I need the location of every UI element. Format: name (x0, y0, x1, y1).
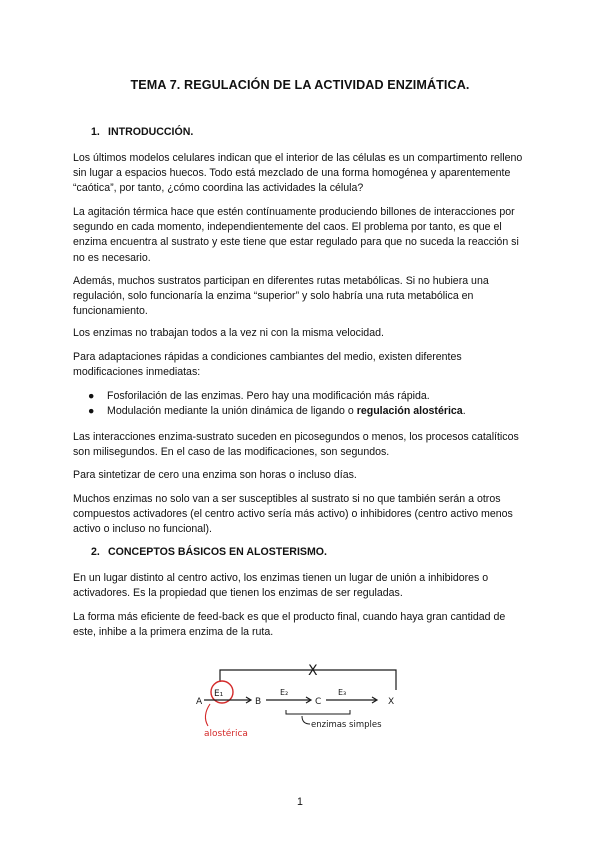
paragraph: La agitación térmica hace que estén contínuamente produciendo billones de interacciones por segundo en cada momento, independientemente del caos. El problema por tanto, es que el enzima encuentra al sustrato y este tiene que estar regulado para que no suceda la reacción si no es necesario. (73, 206, 519, 264)
list-item-emphasis: regulación alostérica (356, 405, 463, 418)
inhibition-mark: X (308, 663, 318, 679)
paragraph: Para adaptaciones rápidas a condiciones cambiantes del medio, existen diferentes modificaciones inmediatas: (73, 351, 462, 379)
paragraph: Para sintetizar de cero una enzima son horas o incluso días. (73, 469, 357, 481)
page-title: TEMA 7. REGULACIÓN DE LA ACTIVIDAD ENZIMÁTICA. (130, 78, 470, 92)
enzyme-e1-label: E₁ (214, 689, 224, 699)
paragraph: En un lugar distinto al centro activo, los enzimas tienen un lugar de unión a inhibidores o activadores. Es la propiedad que tienen los enzimas de ser reguladas. (73, 572, 489, 600)
paragraph: Muchos enzimas no solo van a ser susceptibles al sustrato si no que también serán a otros compuestos activadores (el centro activo sería más activo) o inhibidores (centro activo menos activo o incluso no funcional). (73, 493, 513, 536)
simple-enzymes-note: enzimas simples (311, 720, 382, 730)
enzyme-e2-label: E₂ (280, 688, 289, 697)
feedback-inhibition-diagram (190, 660, 410, 742)
list-item (88, 404, 528, 419)
product-x-label: X (388, 697, 395, 707)
list-item-text: Fosforilación de las enzimas. Pero hay una modificación más rápida. (107, 390, 430, 402)
section-title: CONCEPTOS BÁSICOS EN ALOSTERISMO. (108, 546, 327, 558)
section-heading-introduccion (91, 126, 193, 138)
simple-enzymes-bracket (286, 710, 350, 714)
bullet-icon: ● (88, 390, 95, 402)
metabolite-c-label: C (315, 697, 322, 707)
section-title: INTRODUCCIÓN. (108, 126, 194, 138)
section-number: 1. (91, 126, 100, 138)
list-item-text: Modulación mediante la unión dinámica de ligando o (107, 405, 357, 418)
section-heading-alosterismo (91, 546, 327, 558)
paragraph: Además, muchos sustratos participan en diferentes rutas metabólicas. Si no hubiera una regulación, solo funcionaría la enzima “superior” y solo habría una ruta metabólica en funcionamiento. (73, 275, 489, 318)
list-item-tail: . (462, 405, 466, 418)
simple-enzymes-pointer (302, 716, 310, 724)
page-number: 1 (297, 796, 303, 808)
enzyme-e3-label: E₃ (338, 688, 347, 697)
substrate-a-label: A (196, 697, 203, 707)
allosteric-pointer (205, 704, 210, 726)
metabolite-b-label: B (255, 697, 262, 707)
list-item (88, 389, 528, 404)
paragraph: La forma más eficiente de feed-back es que el producto final, cuando haya gran cantidad de este, inhibe a la primera enzima de la ruta. (73, 611, 506, 639)
paragraph: Las interacciones enzima-sustrato suceden en picosegundos o menos, los procesos catalíticos son milisegundos. En el caso de las modificaciones, son segundos. (73, 431, 519, 459)
paragraph: Los últimos modelos celulares indican que el interior de las células es un compartimento relleno sin lugar a espacios huecos. Todo está mezclado de una forma homogénea y aparentemente “caótica”, por tanto, ¿cómo coordina las actividades la célula? (73, 152, 523, 195)
bullet-icon: ● (88, 405, 95, 418)
bullet-list (88, 389, 528, 419)
paragraph: Los enzimas no trabajan todos a la vez ni con la misma velocidad. (73, 327, 384, 339)
allosteric-note: alostérica (204, 729, 248, 739)
section-number: 2. (91, 546, 100, 558)
